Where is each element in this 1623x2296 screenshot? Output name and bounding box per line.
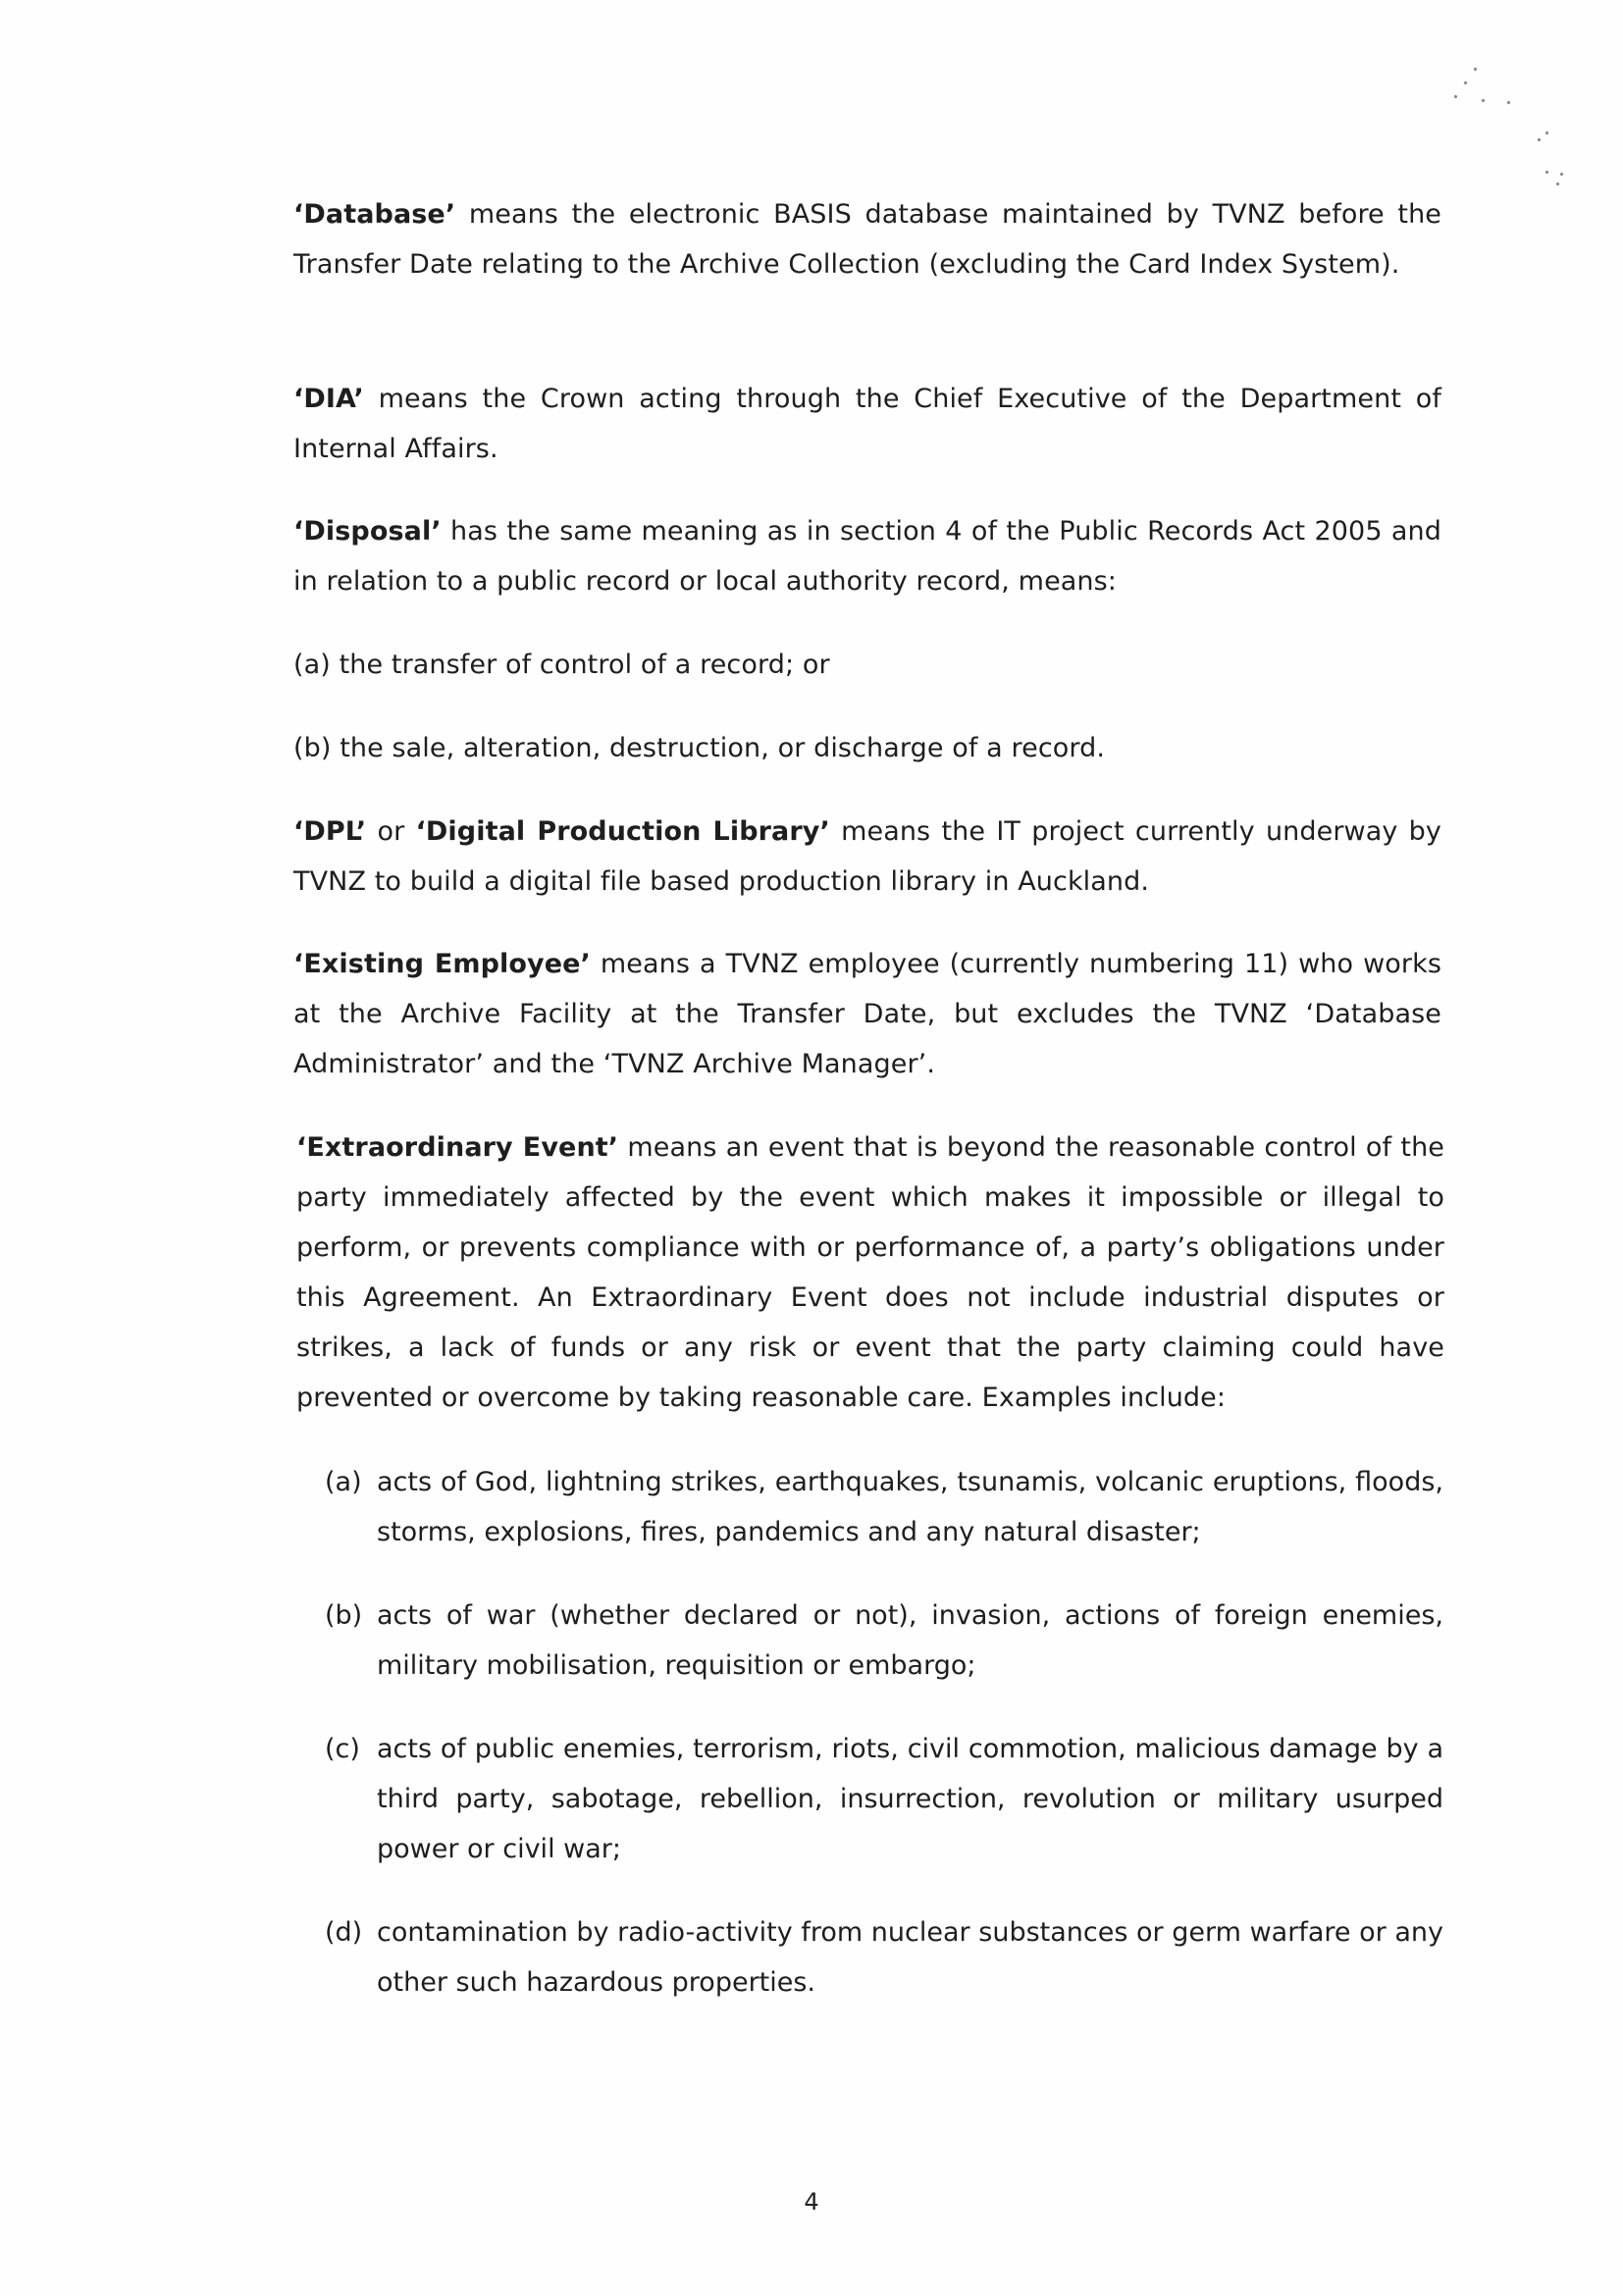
definition-text: has the same meaning as in section 4 of the Public Records Act 2005 and in relation to a public record or local authority record, means: [293, 516, 1441, 597]
list-item-text: acts of public enemies, terrorism, riots, civil commotion, malicious damage by a third party, sabotage, rebellion, insurrection, revolution or military usurped power or civil war; [377, 1734, 1443, 1864]
term-dia: ‘DIA’ [293, 384, 364, 414]
term-existing-employee: ‘Existing Employee’ [293, 949, 591, 979]
term-extraordinary-event: ‘Extraordinary Event’ [296, 1132, 619, 1163]
example-item [325, 1724, 1443, 1874]
list-item-text: acts of God, lightning strikes, earthquakes, tsunamis, volcanic eruptions, floods, storms, explosions, fires, pandemics and any natural disaster; [377, 1467, 1443, 1547]
disposal-item-b [293, 723, 1441, 773]
list-item-text: (a) the transfer of control of a record; or [293, 650, 830, 680]
example-item [325, 1907, 1443, 2008]
term-disposal: ‘Disposal’ [293, 516, 442, 547]
definition-text: means the IT project currently underway by TVNZ to build a digital file based production library in Auckland. [293, 816, 1442, 897]
definition-text: or [366, 816, 416, 847]
example-item [325, 1457, 1443, 1557]
term-database: ‘Database’ [293, 199, 456, 230]
definition-dia [293, 374, 1441, 474]
term-dpl: ‘DPL’ [293, 816, 367, 847]
definition-dpl [293, 807, 1441, 907]
list-label: (b) [325, 1600, 363, 1631]
example-item [325, 1591, 1443, 1691]
examples-list [325, 1457, 1443, 2008]
list-label: (d) [325, 1917, 363, 1948]
definition-existing-employee [293, 939, 1441, 1089]
definition-extraordinary-event [296, 1122, 1444, 1423]
list-item-text: contamination by radio-activity from nuclear substances or germ warfare or any other such hazardous properties. [377, 1917, 1443, 1998]
definition-text: means a TVNZ employee (currently numbering 11) who works at the Archive Facility at the Transfer Date, but excludes the TVNZ ‘Database Administrator’ and the ‘TVNZ Archive Manager’. [293, 949, 1441, 1079]
definition-text: means an event that is beyond the reasonable control of the party immediately affected by the event which makes it impossible or illegal to perform, or prevents compliance with or performance of, a party’s obligations under this Agreement. An Extraordinary Event does not include industrial disputes or strikes, a lack of funds or any risk or event that the party claiming could have prevented or overcome by taking reasonable care. Examples include: [296, 1132, 1444, 1413]
term-digital-production-library: ‘Digital Production Library’ [415, 816, 830, 847]
disposal-item-a [293, 640, 1441, 690]
list-label: (c) [325, 1734, 360, 1764]
list-item-text: (b) the sale, alteration, destruction, or discharge of a record. [293, 733, 1106, 763]
page-number: 4 [804, 2188, 819, 2216]
definition-text: means the electronic BASIS database maintained by TVNZ before the Transfer Date relating to the Archive Collection (excluding the Card Index System). [293, 199, 1441, 280]
definition-disposal [293, 506, 1441, 606]
list-item-text: acts of war (whether declared or not), invasion, actions of foreign enemies, military mobilisation, requisition or embargo; [377, 1600, 1443, 1681]
definition-text: means the Crown acting through the Chief Executive of the Department of Internal Affairs. [293, 384, 1441, 464]
definition-database [293, 189, 1441, 289]
list-label: (a) [325, 1467, 362, 1497]
